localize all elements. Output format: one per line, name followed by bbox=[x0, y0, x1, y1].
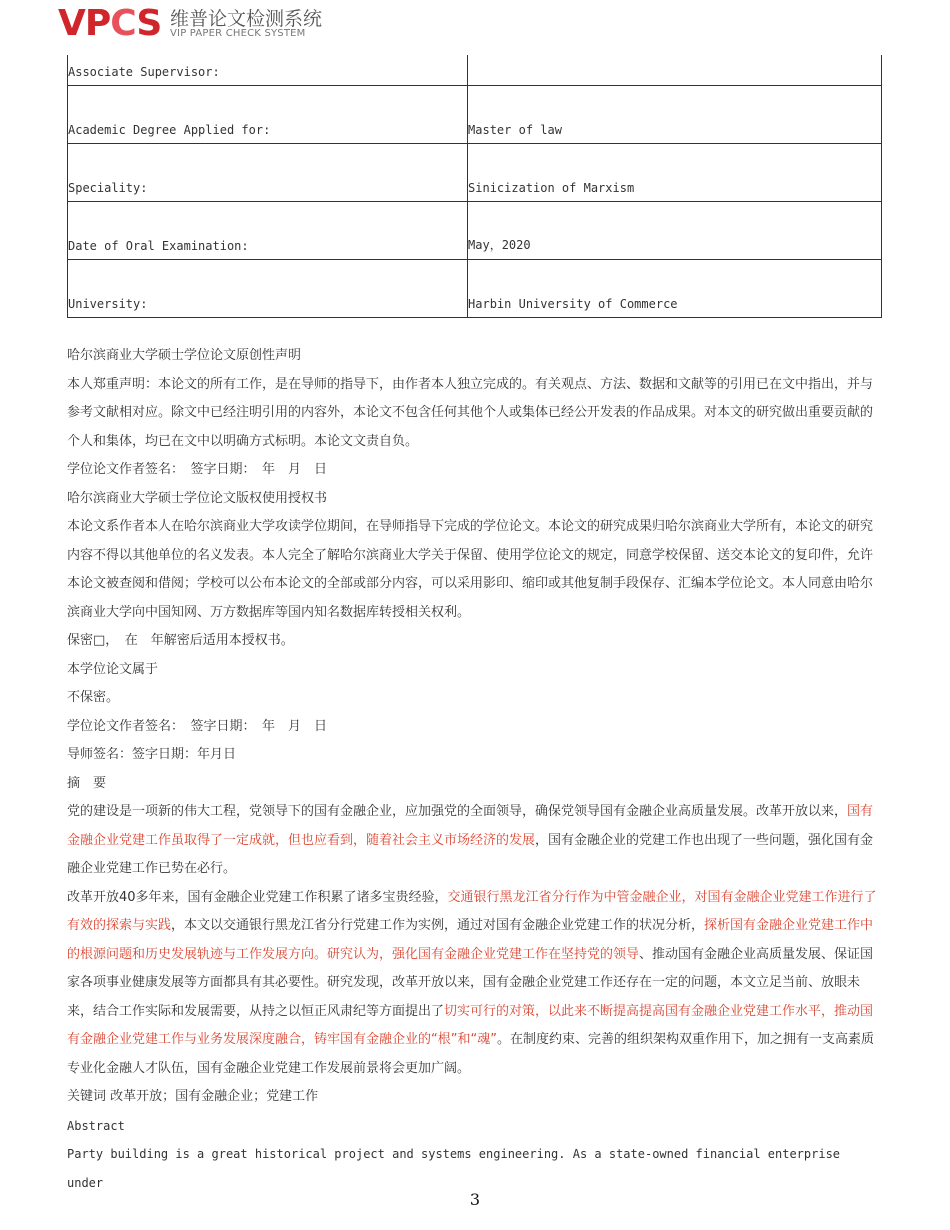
belongs-line: 本学位论文属于 bbox=[67, 661, 159, 677]
row-value: Master of law bbox=[468, 123, 562, 137]
row-label: Date of Oral Examination: bbox=[68, 202, 468, 259]
authorization-title: 哈尔滨商业大学硕士学位论文版权使用授权书 bbox=[67, 490, 328, 506]
abstract-paragraph-1: 党的建设是一项新的伟大工程，党领导下的国有金融企业，应加强党的全面领导，确保党领导国有金融企业高质量发展。改革开放以来，国有金融企业党建工作虽取得了一定成就，但也应看到，随着社会主义市场经济的发展，国有金融企业的党建工作也出现了一些问题，强化国有金融企业党建工作已势在必行。 bbox=[67, 804, 874, 876]
secret-line: 保密□， 在 年解密后适用本授权书。 bbox=[67, 633, 294, 648]
row-value: Sinicization of Marxism bbox=[468, 181, 635, 195]
keywords-line: 关键词 改革开放；国有金融企业；党建工作 bbox=[67, 1089, 319, 1104]
thesis-info-table bbox=[67, 55, 882, 318]
abstract-en-text: Party building is a great historical project and systems engineering. As a state-owned financial enterprise under bbox=[67, 1147, 841, 1190]
supervisor-signature-line: 导师签名：签字日期：年月日 bbox=[67, 747, 237, 762]
author-signature-line: 学位论文作者签名： 签字日期： 年 月 日 bbox=[67, 718, 328, 734]
row-label: Academic Degree Applied for: bbox=[68, 86, 468, 143]
highlighted-text: 探析国有金融企业党建工作中的根源问题和历史发展轨迹与工作发展方向。研究认为，强化国有金融企业党建工作在坚持党的领导 bbox=[67, 918, 874, 962]
highlighted-text: 国有金融企业党建工作虽取得了一定成就，但也应看到，随着社会主义市场经济的发展 bbox=[67, 804, 874, 848]
page-number: 3 bbox=[469, 1190, 481, 1209]
declaration-text: 本人郑重声明：本论文的所有工作，是在导师的指导下，由作者本人独立完成的。有关观点、方法、数据和文献等的引用已在文中指出，并与参考文献相对应。除文中已经注明引用的内容外，本论文不包含任何其他个人或集体已经公开发表的作品成果。对本文的研究做出重要贡献的个人和集体，均已在文中以明确方式标明。本论文文责自负。 bbox=[67, 376, 874, 449]
abstract-en-title: Abstract bbox=[67, 1118, 125, 1133]
logo-mark: VPCS bbox=[58, 3, 162, 44]
row-label: University: bbox=[68, 260, 468, 317]
table-row bbox=[67, 86, 882, 144]
abstract-paragraph-2: 改革开放40多年来，国有金融企业党建工作积累了诸多宝贵经验，交通银行黑龙江省分行作为中管金融企业，对国有金融企业党建工作进行了有效的探索与实践，本文以交通银行黑龙江省分行党建工作为实例，通过对国有金融企业党建工作的状况分析，探析国有金融企业党建工作中的根源问题和历史发展轨迹与工作发展方向。研究认为，强化国有金融企业党建工作在坚持党的领导、推动国有金融企业高质量发展、保证国家各项事业健康发展等方面都具有其必要性。研究发现，改革开放以来，国有金融企业党建工作还存在一定的问题，本文立足当前、放眼未来，结合工作实际和发展需要，从持之以恒正风肃纪等方面提出了切实可行的对策，以此来不断提高提高国有金融企业党建工作水平，推动国有金融企业党建工作与业务发展深度融合，铸牢国有金融企业的“根”和“魂”。在制度约束、完善的组织架构双重作用下，加之拥有一支高素质专业化金融人才队伍，国有金融企业党建工作发展前景将会更加广阔。 bbox=[67, 889, 877, 1076]
document-body bbox=[67, 342, 882, 1197]
table-row bbox=[67, 202, 882, 260]
row-value: Harbin University of Commerce bbox=[468, 297, 678, 311]
row-label: Associate Supervisor: bbox=[68, 55, 468, 85]
authorization-text: 本论文系作者本人在哈尔滨商业大学攻读学位期间，在导师指导下完成的学位论文。本论文的研究成果归哈尔滨商业大学所有，本论文的研究内容不得以其他单位的名义发表。本人完全了解哈尔滨商业大学关于保留、使用学位论文的规定，同意学校保留、送交本论文的复印件，允许本论文被查阅和借阅；学校可以公布本论文的全部或部分内容，可以采用影印、缩印或其他复制手段保存、汇编本学位论文。本人同意由哈尔滨商业大学向中国知网、万方数据库等国内知名数据库转授相关权利。 bbox=[67, 519, 874, 620]
logo-english-name: VIP PAPER CHECK SYSTEM bbox=[170, 28, 306, 39]
highlighted-text: 切实可行的对策，以此来不断提高提高国有金融企业党建工作水平，推动国有金融企业党建工作与业务发展深度融合，铸牢国有金融企业的“根”和“魂” bbox=[67, 1003, 874, 1047]
logo-chinese-name: 维普论文检测系统 bbox=[170, 8, 323, 30]
abstract-cn-title: 摘 要 bbox=[67, 775, 107, 791]
row-value bbox=[468, 55, 881, 85]
table-row bbox=[67, 144, 882, 202]
table-row bbox=[67, 260, 882, 318]
non-secret-line: 不保密。 bbox=[67, 690, 120, 705]
row-label: Speciality: bbox=[68, 144, 468, 201]
row-value: May，2020 bbox=[468, 238, 531, 252]
signature-line: 学位论文作者签名： 签字日期： 年 月 日 bbox=[67, 462, 328, 477]
table-row bbox=[67, 55, 882, 86]
declaration-title: 哈尔滨商业大学硕士学位论文原创性声明 bbox=[67, 348, 302, 363]
highlighted-text: 交通银行黑龙江省分行作为中管金融企业，对国有金融企业党建工作进行了有效的探索与实践 bbox=[67, 889, 877, 933]
